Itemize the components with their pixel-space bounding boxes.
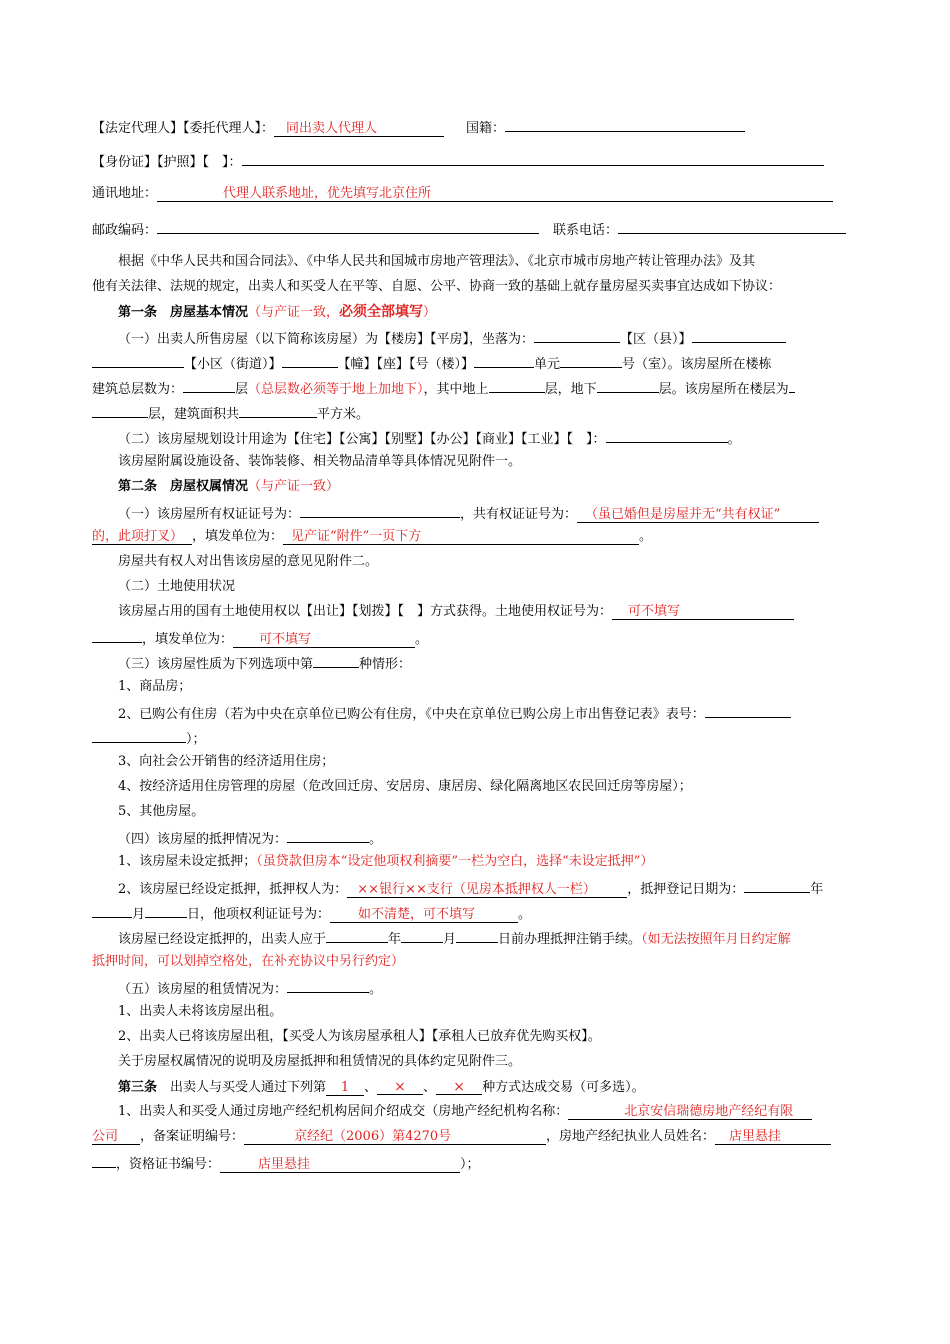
lease-option-1: 1、出卖人未将该房屋出租。: [118, 1004, 283, 1019]
land-cert-field-cont[interactable]: [92, 629, 142, 643]
total-floors-label: 建筑总层数为：: [92, 382, 184, 397]
land-issuer-value: 可不填写: [259, 632, 312, 647]
nature-option-4: 4、按经济适用住房管理的房屋（危改回迁房、安居房、康居房、绿化隔离地区农民回迁房等房屋）；: [118, 779, 692, 794]
above-ground-field[interactable]: [489, 379, 545, 393]
agent-person-field-cont[interactable]: [92, 1154, 116, 1168]
article-2-note: （与产证一致）: [248, 479, 340, 494]
community-label: 【小区（街道）】: [184, 357, 282, 372]
ownership-cert-field[interactable]: [300, 504, 460, 518]
property-nature-label: （三）该房屋性质为下列选项中第: [118, 657, 314, 672]
agency-record-line: [92, 1129, 831, 1145]
district-label: 【区（县）】: [620, 332, 692, 347]
district-field[interactable]: [692, 329, 786, 343]
year-unit-1: 年: [810, 882, 824, 897]
area-unit: 平方米。: [317, 407, 370, 422]
unit-field[interactable]: [474, 354, 534, 368]
mortgage-option-2: [118, 879, 823, 898]
year-unit-2: 年: [388, 932, 402, 947]
mortgage-option-1-text: 1、该房屋未设定抵押；: [118, 854, 257, 869]
agent-type-label: 【法定代理人】【委托代理人】：: [92, 121, 275, 136]
article-1-item-1-cont: [92, 354, 772, 373]
agency-name-value-cont: 公司: [92, 1129, 119, 1144]
postal-phone-line: [92, 220, 846, 239]
area-label: 层，建筑面积共: [148, 407, 240, 422]
article-1-heading: [118, 304, 436, 321]
address-line: [92, 186, 833, 202]
release-text: 日前办理抵押注销手续。: [498, 932, 642, 947]
release-note: （如无法按照年月日约定解: [641, 932, 791, 947]
agency-name-field[interactable]: [568, 1104, 812, 1120]
article-1-item-1: [118, 329, 786, 348]
article-3-heading: [118, 1079, 645, 1096]
nature-option-2: [118, 704, 791, 723]
mortgage-date-label: ，抵押登记日期为：: [627, 882, 745, 897]
article-2-title: 第二条 房屋权属情况: [118, 479, 249, 494]
qualification-line: [92, 1154, 480, 1173]
co-ownership-cert-value-cont: 的，此项打叉）: [92, 529, 184, 544]
ownership-cert-label: （一）该房屋所有权证证号为：: [118, 507, 301, 522]
other-rights-cert-field[interactable]: [330, 907, 518, 923]
article-1-note: （与产证一致，: [248, 305, 340, 320]
phone-label: 联系电话：: [553, 223, 619, 238]
agent-name-field[interactable]: [274, 121, 444, 137]
area-line: [92, 404, 369, 423]
area-field[interactable]: [239, 404, 317, 418]
agent-person-field[interactable]: [715, 1129, 831, 1145]
land-cert-line: [118, 604, 794, 620]
phone-field[interactable]: [618, 220, 846, 234]
other-rights-cert-label: 日，他项权利证证号为：: [187, 907, 331, 922]
method-3-field[interactable]: [436, 1079, 482, 1095]
issuer-value: 见产证“附件”一页下方: [291, 529, 422, 544]
record-number-value: 京经纪（2006）第4270号: [294, 1129, 452, 1144]
land-issuer-field[interactable]: [233, 632, 415, 648]
floor-level-label: 层。该房屋所在楼层为: [658, 382, 789, 397]
article-3-title: 第三条: [118, 1080, 158, 1095]
land-cert-field[interactable]: [612, 604, 794, 620]
attachment-1-note: 该房屋附属设施设备、装饰装修、相关物品清单等具体情况见附件一。: [118, 454, 522, 469]
article-1-title: 第一条 房屋基本情况: [118, 305, 249, 320]
total-floors-field[interactable]: [183, 379, 235, 393]
postal-code-label: 邮政编码：: [92, 223, 158, 238]
article-1-note-emphasis: 必须全部填写: [339, 304, 424, 320]
co-ownership-cert-label: ，共有权证证号为：: [460, 507, 578, 522]
location-label: （一）出卖人所售房屋（以下简称该房屋）为【楼房】【平房】，坐落为：: [118, 332, 535, 347]
agent-person-value: 店里悬挂: [729, 1129, 782, 1144]
id-number-field[interactable]: [242, 152, 824, 166]
postal-code-field[interactable]: [157, 220, 539, 234]
qualification-end: ）；: [460, 1157, 480, 1172]
lease-option-2: 2、出卖人已将该房屋出租，【买受人为该房屋承租人】【承租人已放弃优先购买权】。: [118, 1029, 601, 1044]
floor-level-field[interactable]: [789, 379, 795, 393]
land-use-heading: （二）土地使用状况: [118, 579, 236, 594]
article-2-heading: [118, 479, 339, 495]
agency-name-line: [118, 1104, 812, 1120]
method-2-field[interactable]: [377, 1079, 423, 1095]
agent-name-label: ，房地产经纪执业人员姓名：: [546, 1129, 716, 1144]
mortgagee-field[interactable]: [347, 882, 627, 898]
nature-option-2-end: ）；: [186, 732, 206, 747]
transaction-method-suffix: 种方式达成交易（可多选）。: [482, 1080, 645, 1095]
method-1-value: 1: [340, 1080, 350, 1095]
release-day-field[interactable]: [456, 929, 498, 943]
issuer-label: ，填发单位为：: [192, 529, 284, 544]
issuer-field[interactable]: [283, 529, 639, 545]
attachment-2-note: 房屋共有权人对出售该房屋的意见见附件二。: [118, 554, 379, 569]
transaction-method-label: 出卖人与买受人通过下列第: [157, 1080, 327, 1095]
address-value: 代理人联系地址，优先填写北京住所: [223, 186, 432, 201]
mortgage-option-2-cont: [92, 904, 531, 923]
registration-form-number-field[interactable]: [705, 704, 791, 718]
release-year-field[interactable]: [326, 929, 388, 943]
agency-name-field-cont[interactable]: [92, 1129, 140, 1145]
community-field[interactable]: [92, 354, 184, 368]
mortgagee-value: ××银行××支行（见房本抵押权人一栏）: [357, 882, 596, 897]
preamble-line-1: 根据《中华人民共和国合同法》、《中华人民共和国城市房地产管理法》、《北京市城市房地产转让管理办法》及其: [118, 254, 756, 269]
method-sep-2: 、: [423, 1080, 437, 1095]
address-field[interactable]: [157, 186, 833, 202]
floors-line: [92, 379, 795, 398]
land-cert-value: 可不填写: [628, 604, 681, 619]
floors-unit: 层: [235, 382, 249, 397]
id-line: [92, 152, 824, 171]
attachment-3-note: 关于房屋权属情况的说明及房屋抵押和租赁情况的具体约定见附件三。: [118, 1054, 522, 1069]
method-2-value: ×: [394, 1079, 406, 1095]
location-field[interactable]: [534, 329, 620, 343]
usage-end: 。: [727, 432, 741, 447]
nature-option-1: 1、商品房；: [118, 679, 192, 694]
qualification-value: 店里悬挂: [258, 1157, 311, 1172]
month-unit-1: 月: [132, 907, 146, 922]
agency-name-label: 1、出卖人和买受人通过房地产经纪机构居间介绍成交（房地产经纪机构名称：: [118, 1104, 569, 1119]
building-label: 【幢】【座】【号（楼）】: [337, 357, 475, 372]
unit-label: 单元: [534, 357, 561, 372]
mortgage-option-1: [118, 854, 653, 870]
address-label: 通讯地址：: [92, 186, 158, 201]
mortgage-month-field[interactable]: [92, 904, 132, 918]
qualification-field[interactable]: [220, 1157, 460, 1173]
building-field[interactable]: [282, 354, 338, 368]
usage-line: [118, 429, 741, 448]
land-issuer-end: 。: [415, 632, 429, 647]
id-type-label: 【身份证】【护照】【 】：: [92, 155, 242, 170]
method-3-value: ×: [453, 1079, 465, 1095]
property-nature-field[interactable]: [313, 654, 359, 668]
below-ground-label: 层，地下: [544, 382, 597, 397]
month-unit-2: 月: [443, 932, 457, 947]
nature-option-2-cont: [92, 729, 206, 748]
lease-field[interactable]: [287, 979, 369, 993]
release-month-field[interactable]: [401, 929, 443, 943]
usage-field[interactable]: [606, 429, 728, 443]
agent-name-value: 同出卖人代理人: [286, 121, 378, 136]
issuer-line: [92, 529, 652, 545]
room-field[interactable]: [560, 354, 622, 368]
total-floors-note: （总层数必须等于地上加地下）: [248, 382, 424, 397]
usage-label: （二）该房屋规划设计用途为【住宅】【公寓】【别墅】【办公】【商业】【工业】【 】：: [118, 432, 606, 447]
floor-level-field-cont[interactable]: [92, 404, 148, 418]
mortgage-day-field[interactable]: [145, 904, 187, 918]
nationality-label: 国籍：: [466, 121, 506, 136]
lease-end: 。: [369, 982, 383, 997]
mortgage-label: （四）该房屋的抵押情况为：: [118, 832, 288, 847]
co-ownership-cert-field-cont[interactable]: [92, 529, 192, 545]
mortgage-release-line: [118, 929, 791, 948]
property-nature-suffix: 种情形：: [359, 657, 412, 672]
co-ownership-cert-value: （虽已婚但是房屋并无“共有权证”: [585, 507, 781, 522]
land-issuer-label: ，填发单位为：: [142, 632, 234, 647]
lease-label: （五）该房屋的租赁情况为：: [118, 982, 288, 997]
record-number-label: ，备案证明编号：: [140, 1129, 245, 1144]
release-note-cont: 抵押时间，可以划掉空格处，在补充协议中另行约定）: [92, 954, 405, 969]
lease-heading: [118, 979, 382, 998]
other-rights-end: 。: [518, 907, 532, 922]
mortgage-end: 。: [369, 832, 383, 847]
nature-option-3: 3、向社会公开销售的经济适用住房；: [118, 754, 335, 769]
registration-form-number-field-cont[interactable]: [92, 729, 186, 743]
nature-option-5: 5、其他房屋。: [118, 804, 205, 819]
mortgage-year-field[interactable]: [744, 879, 810, 893]
preamble-line-2: 他有关法律、法规的规定，出卖人和买受人在平等、自愿、公平、协商一致的基础上就存量房屋买卖事宜达成如下协议：: [92, 279, 782, 294]
record-number-field[interactable]: [244, 1129, 546, 1145]
below-ground-field[interactable]: [597, 379, 659, 393]
mortgage-field[interactable]: [287, 829, 369, 843]
land-issuer-line: [92, 629, 428, 648]
article-1-note-end: ）: [423, 305, 437, 320]
room-label: 号（室）。该房屋所在楼栋: [622, 357, 772, 372]
above-ground-label: ，其中地上: [423, 382, 489, 397]
issuer-end: 。: [639, 529, 653, 544]
land-cert-label: 该房屋占用的国有土地使用权以【出让】【划拨】【 】方式获得。土地使用权证号为：: [118, 604, 613, 619]
property-nature-line: [118, 654, 411, 673]
other-rights-cert-value: 如不清楚，可不填写: [358, 907, 476, 922]
mortgage-release-label: 该房屋已经设定抵押的，出卖人应于: [118, 932, 327, 947]
ownership-cert-line: [118, 504, 819, 523]
agency-name-value: 北京安信瑞德房地产经纪有限: [624, 1104, 794, 1119]
method-sep-1: 、: [364, 1080, 378, 1095]
nature-option-2-text: 2、已购公有住房（若为中央在京单位已购公有住房，《中央在京单位已购公房上市出售登记表》表号：: [118, 707, 705, 722]
qualification-label: ，资格证书编号：: [116, 1157, 221, 1172]
agent-type-line: [92, 118, 745, 137]
mortgage-option-1-note: （虽贷款但房本“设定他项权利摘要”一栏为空白，选择“未设定抵押”）: [256, 854, 654, 869]
mortgage-heading: [118, 829, 382, 848]
nationality-field[interactable]: [505, 118, 745, 132]
co-ownership-cert-field[interactable]: [577, 507, 819, 523]
method-1-field[interactable]: [326, 1080, 364, 1096]
mortgagee-label: 2、该房屋已经设定抵押，抵押权人为：: [118, 882, 348, 897]
